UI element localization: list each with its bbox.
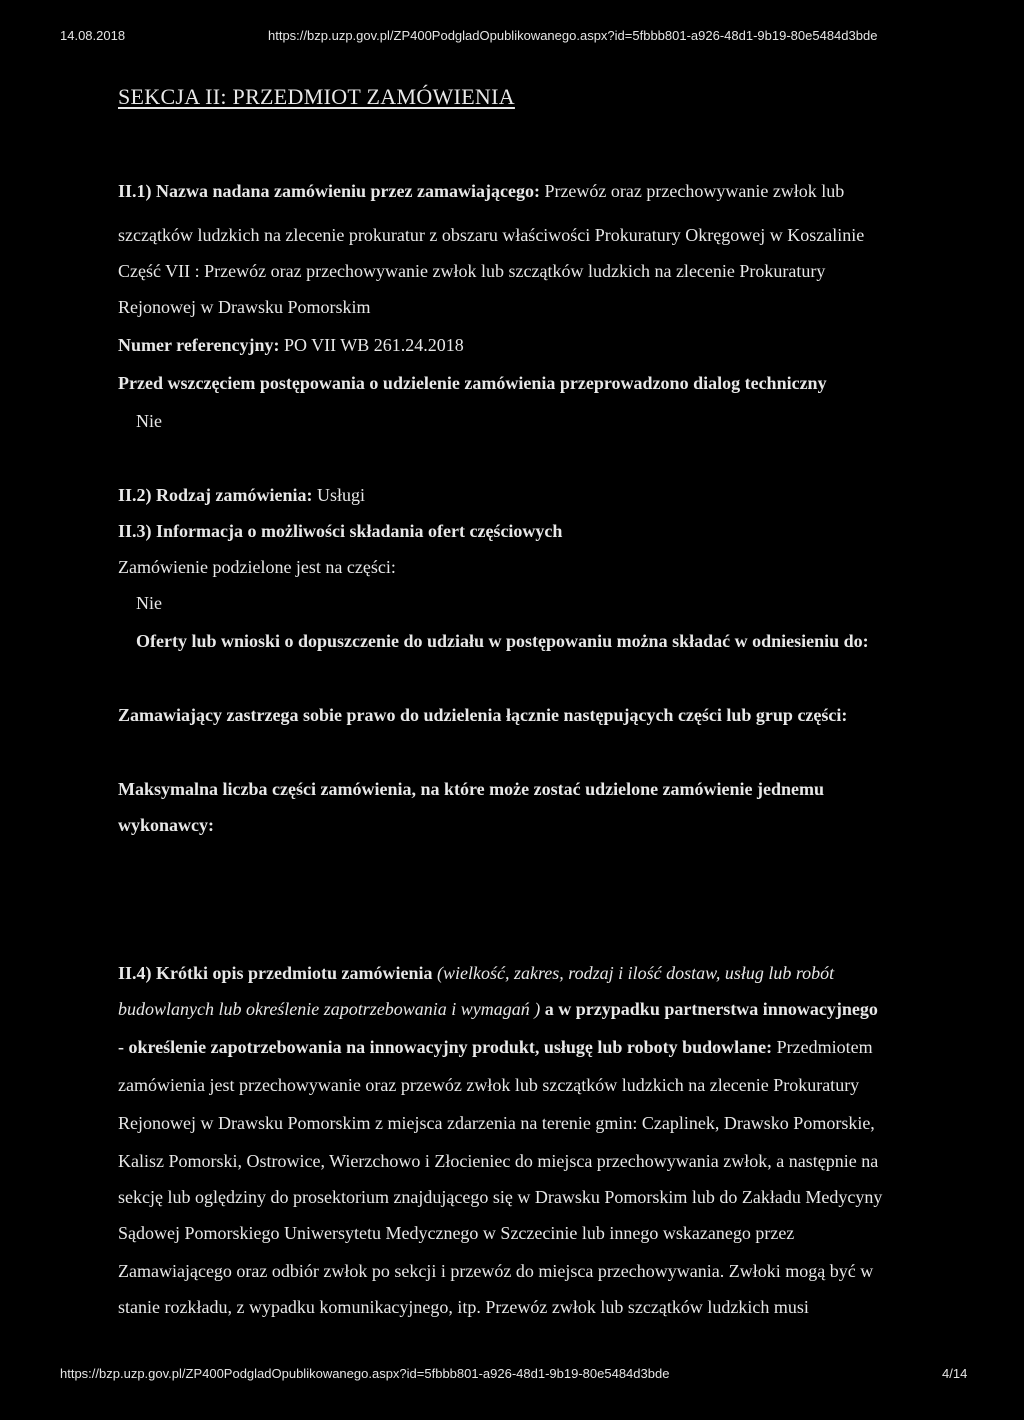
description-italic-2: budowlanych lub określenie zapotrzebowania i wymagań ) <box>118 999 541 1019</box>
max-parts-line-2: wykonawcy: <box>118 815 215 835</box>
name-line-2: szczątków ludzkich na zlecenie prokuratur z obszaru właściwości Prokuratury Okręgowej w Koszalinie <box>118 225 865 245</box>
description-bold-2: a w przypadku partnerstwa innowacyjnego <box>544 999 878 1019</box>
name-label: II.1) Nazwa nadana zamówieniu przez zamawiającego: <box>118 181 540 201</box>
description-body-line: Kalisz Pomorski, Ostrowice, Wierzchowo i Złocieniec do miejsca przechowywania zwłok, a następnie na <box>118 1151 879 1171</box>
description-body-line: Rejonowej w Drawsku Pomorskim z miejsca zdarzenia na terenie gmin: Czaplinek, Drawsko Pomorskie, <box>118 1113 875 1133</box>
reference-label: Numer referencyjny: <box>118 335 280 355</box>
description-body-line: zamówienia jest przechowywanie oraz przewóz zwłok lub szczątków ludzkich na zlecenie Prokuratury <box>118 1075 860 1095</box>
description-body-line: Zamawiającego oraz odbiór zwłok po sekcji i przewóz do miejsca przechowywania. Zwłoki mogą być w <box>118 1261 874 1281</box>
footer-url[interactable]: https://bzp.uzp.gov.pl/ZP400PodgladOpublikowanego.aspx?id=5fbbb801-a926-48d1-9b19-80e5484d3bde <box>60 1366 670 1381</box>
dialog-value: Nie <box>136 411 162 431</box>
description-line-2 <box>118 998 878 1020</box>
description-body-line: stanie rozkładu, z wypadku komunikacyjnego, itp. Przewóz zwłok lub szczątków ludzkich musi <box>118 1297 809 1317</box>
print-date: 14.08.2018 <box>60 28 126 43</box>
description-label: II.4) Krótki opis przedmiotu zamówienia <box>118 963 433 983</box>
description-italic-1: (wielkość, zakres, rodzaj i ilość dostaw, usług lub robót <box>437 963 835 983</box>
type-label: II.2) Rodzaj zamówienia: <box>118 485 313 505</box>
description-line-1 <box>118 962 834 984</box>
type-row <box>118 484 365 506</box>
description-body-line: sekcję lub oględziny do prosektorium znajdującego się w Drawsku Pomorskim lub do Zakładu Medycyny <box>118 1187 883 1207</box>
divided-value: Nie <box>136 593 162 613</box>
offers-label: Oferty lub wnioski o dopuszczenie do udziału w postępowaniu można składać w odniesieniu do: <box>136 631 869 651</box>
name-line-3: Część VII : Przewóz oraz przechowywanie zwłok lub szczątków ludzkich na zlecenie Prokuratury <box>118 261 826 281</box>
reserve-label: Zamawiający zastrzega sobie prawo do udzielenia łącznie następujących części lub grup części: <box>118 705 848 725</box>
name-value: Przewóz oraz przechowywanie zwłok lub <box>544 181 845 201</box>
divided-label: Zamówienie podzielone jest na części: <box>118 557 396 577</box>
description-text-3: Przedmiotem <box>776 1037 873 1057</box>
reference-row <box>118 334 464 356</box>
header-url[interactable]: https://bzp.uzp.gov.pl/ZP400PodgladOpublikowanego.aspx?id=5fbbb801-a926-48d1-9b19-80e5484d3bde <box>268 28 878 43</box>
section-title: SEKCJA II: PRZEDMIOT ZAMÓWIENIA <box>118 84 515 109</box>
page-number: 4/14 <box>942 1366 968 1381</box>
type-value: Usługi <box>316 485 365 505</box>
name-line-4: Rejonowej w Drawsku Pomorskim <box>118 297 371 317</box>
name-row <box>118 180 844 202</box>
partial-offers-label: II.3) Informacja o możliwości składania ofert częściowych <box>118 521 563 541</box>
dialog-label: Przed wszczęciem postępowania o udzielenie zamówienia przeprowadzono dialog techniczny <box>118 373 827 393</box>
description-body-line: Sądowej Pomorskiego Uniwersytetu Medycznego w Szczecinie lub innego wskazanego przez <box>118 1223 795 1243</box>
reference-value: PO VII WB 261.24.2018 <box>283 335 464 355</box>
description-bold-3: - określenie zapotrzebowania na innowacyjny produkt, usługę lub roboty budowlane: <box>118 1037 773 1057</box>
description-line-3 <box>118 1036 873 1058</box>
max-parts-line-1: Maksymalna liczba części zamówienia, na które może zostać udzielone zamówienie jednemu <box>118 779 825 799</box>
